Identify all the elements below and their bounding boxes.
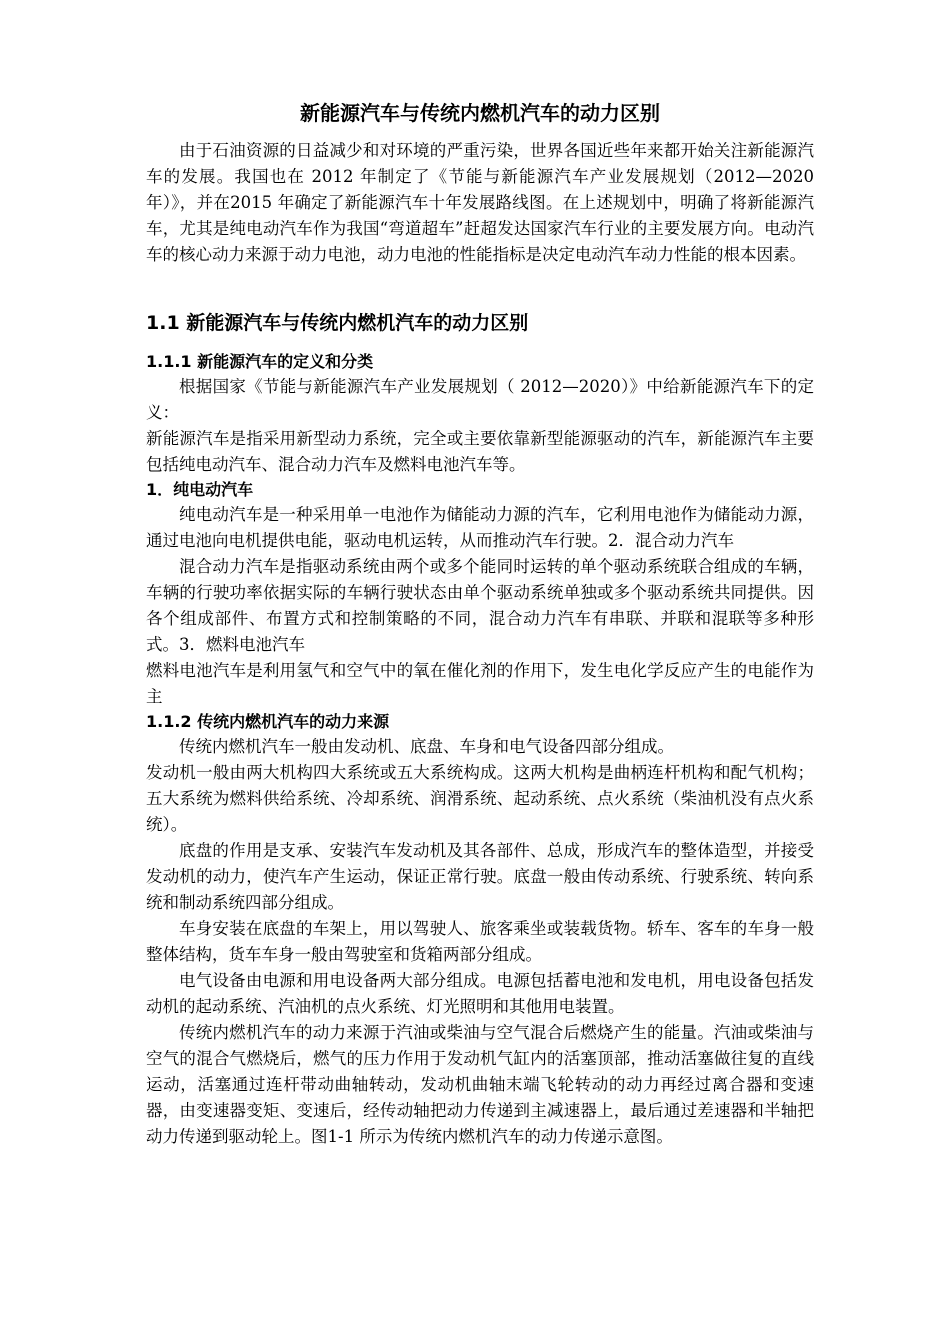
paragraph: 传统内燃机汽车的动力来源于汽油或柴油与空气混合后燃烧产生的能量。汽油或柴油与空气的混合气燃烧后，燃气的压力作用于发动机气缸内的活塞顶部，推动活塞做往复的直线运动，活塞通过连杆带动曲轴转动，发动机曲轴末端飞轮转动的动力再经过离合器和变速器，由变速器变矩、变速后，经传动轴把动力传递到主减速器上，最后通过差速器和半轴把动力传递到驱动轮上。图1-1 所示为传统内燃机汽车的动力传递示意图。 [146, 1023, 814, 1146]
paragraph: 根据国家《节能与新能源汽车产业发展规划（ 2012—2020）》中给新能源汽车下的定义： [146, 377, 814, 422]
section-1-1-1-heading: 1.1.1 新能源汽车的定义和分类 [146, 352, 374, 371]
paragraph: 新能源汽车是指采用新型动力系统，完全或主要依靠新型能源驱动的汽车，新能源汽车主要包括纯电动汽车、混合动力汽车及燃料电池汽车等。 [146, 429, 814, 474]
item-heading-pure-electric: 1．纯电动汽车 [146, 480, 254, 499]
paragraph: 底盘的作用是支承、安装汽车发动机及其各部件、总成，形成汽车的整体造型，并接受发动机的动力，使汽车产生运动，保证正常行驶。底盘一般由传动系统、行驶系统、转向系统和制动系统四部分组成。 [146, 841, 814, 912]
paragraph: 纯电动汽车是一种采用单一电池作为储能动力源的汽车，它利用电池作为储能动力源，通过电池向电机提供电能，驱动电机运转，从而推动汽车行驶。2．混合动力汽车 [146, 505, 814, 550]
section-1-1-heading: 1.1 新能源汽车与传统内燃机汽车的动力区别 [146, 312, 529, 334]
section-1-1-2-heading: 1.1.2 传统内燃机汽车的动力来源 [146, 712, 390, 731]
intro-paragraph: 由于石油资源的日益减少和对环境的严重污染，世界各国近些年来都开始关注新能源汽车的发展。我国也在 2012 年制定了《节能与新能源汽车产业发展规划（2012—2020 年）》，并在2015 年确定了新能源汽车十年发展路线图。在上述规划中，明确了将新能源汽车，尤其是纯电动汽车作为我国“弯道超车”赶超发达国家汽车行业的主要发展方向。电动汽车的核心动力来源于动力电池，动力电池的性能指标是决定电动汽车动力性能的根本因素。 [146, 141, 814, 264]
paragraph: 车身安装在底盘的车架上，用以驾驶人、旅客乘坐或装载货物。轿车、客车的车身一般整体结构，货车车身一般由驾驶室和货箱两部分组成。 [146, 919, 814, 964]
paragraph: 传统内燃机汽车一般由发动机、底盘、车身和电气设备四部分组成。 [179, 737, 674, 756]
paragraph: 燃料电池汽车是利用氢气和空气中的氧在催化剂的作用下，发生电化学反应产生的电能作为主 [146, 661, 814, 706]
document-title: 新能源汽车与传统内燃机汽车的动力区别 [300, 101, 660, 125]
document-page [146, 98, 814, 1150]
paragraph: 混合动力汽车是指驱动系统由两个或多个能同时运转的单个驱动系统联合组成的车辆，车辆的行驶功率依据实际的车辆行驶状态由单个驱动系统单独或多个驱动系统共同提供。因各个组成部件、布置方式和控制策略的不同，混合动力汽车有串联、并联和混联等多种形式。3．燃料电池汽车 [146, 557, 814, 654]
paragraph: 发动机一般由两大机构四大系统或五大系统构成。这两大机构是曲柄连杆机构和配气机构；五大系统为燃料供给系统、冷却系统、润滑系统、起动系统、点火系统（柴油机没有点火系统）。 [146, 763, 814, 834]
paragraph: 电气设备由电源和用电设备两大部分组成。电源包括蓄电池和发电机，用电设备包括发动机的起动系统、汽油机的点火系统、灯光照明和其他用电装置。 [146, 971, 814, 1016]
